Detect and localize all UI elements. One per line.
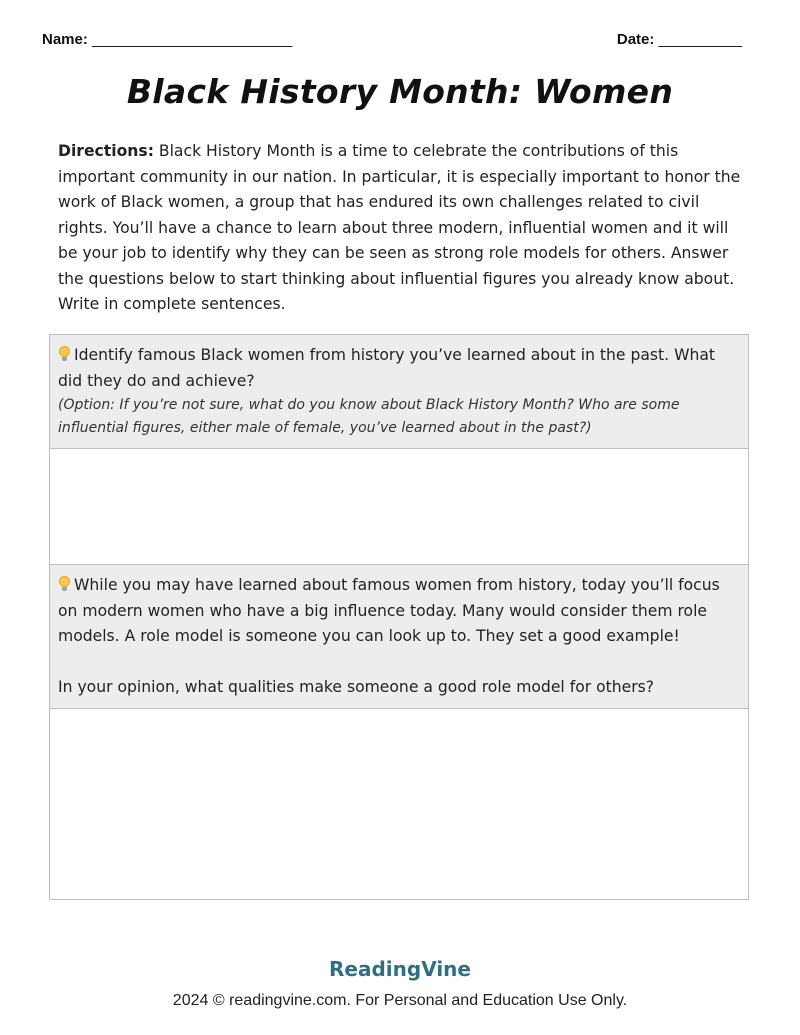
directions-label: Directions: [58,142,154,160]
lightbulb-icon [58,346,71,362]
date-line: __________ [658,31,742,48]
name-line: ________________________ [92,31,293,48]
date-label: Date: [616,31,655,48]
question-1 [50,335,748,449]
worksheet-title: Black History Month: Women [126,72,674,111]
answer-box-2[interactable] [50,709,748,899]
question-1-note: (Option: If you’re not sure, what do you know about Black History Month? Who are some influential figures, either male of female, you’ve learned about in the past?) [58,397,680,436]
answer-box-1[interactable] [50,449,748,565]
footer-copyright: 2024 © readingvine.com. For Personal and Education Use Only. [172,992,628,1009]
question-2-text: While you may have learned about famous women from history, today you’ll focus on modern women who have a big influence today. Many would consider them role models. A role model is someone you can look up to. They set a good example! [58,576,720,645]
name-field [42,31,292,48]
readingvine-logo: ReadingVine [329,957,471,981]
directions-text: Black History Month is a time to celebrate the contributions of this important community in our nation. In particular, it is especially important to honor the work of Black women, a group that has endured its own challenges related to civil rights. You’ll have a chance to learn about three modern, influential women and it will be your job to identify why they can be seen as strong role models for others. Answer the questions below to start thinking about influential figures you already know about. Write in complete sentences. [58,142,741,313]
question-1-text: Identify famous Black women from history you’ve learned about in the past. What did they do and achieve? [58,346,716,390]
directions-paragraph [58,139,746,318]
name-label: Name: [42,31,88,48]
date-field [617,31,742,48]
question-2-prompt: In your opinion, what qualities make someone a good role model for others? [58,677,655,696]
question-table [49,334,749,900]
lightbulb-icon [58,576,71,592]
question-2 [50,565,748,709]
